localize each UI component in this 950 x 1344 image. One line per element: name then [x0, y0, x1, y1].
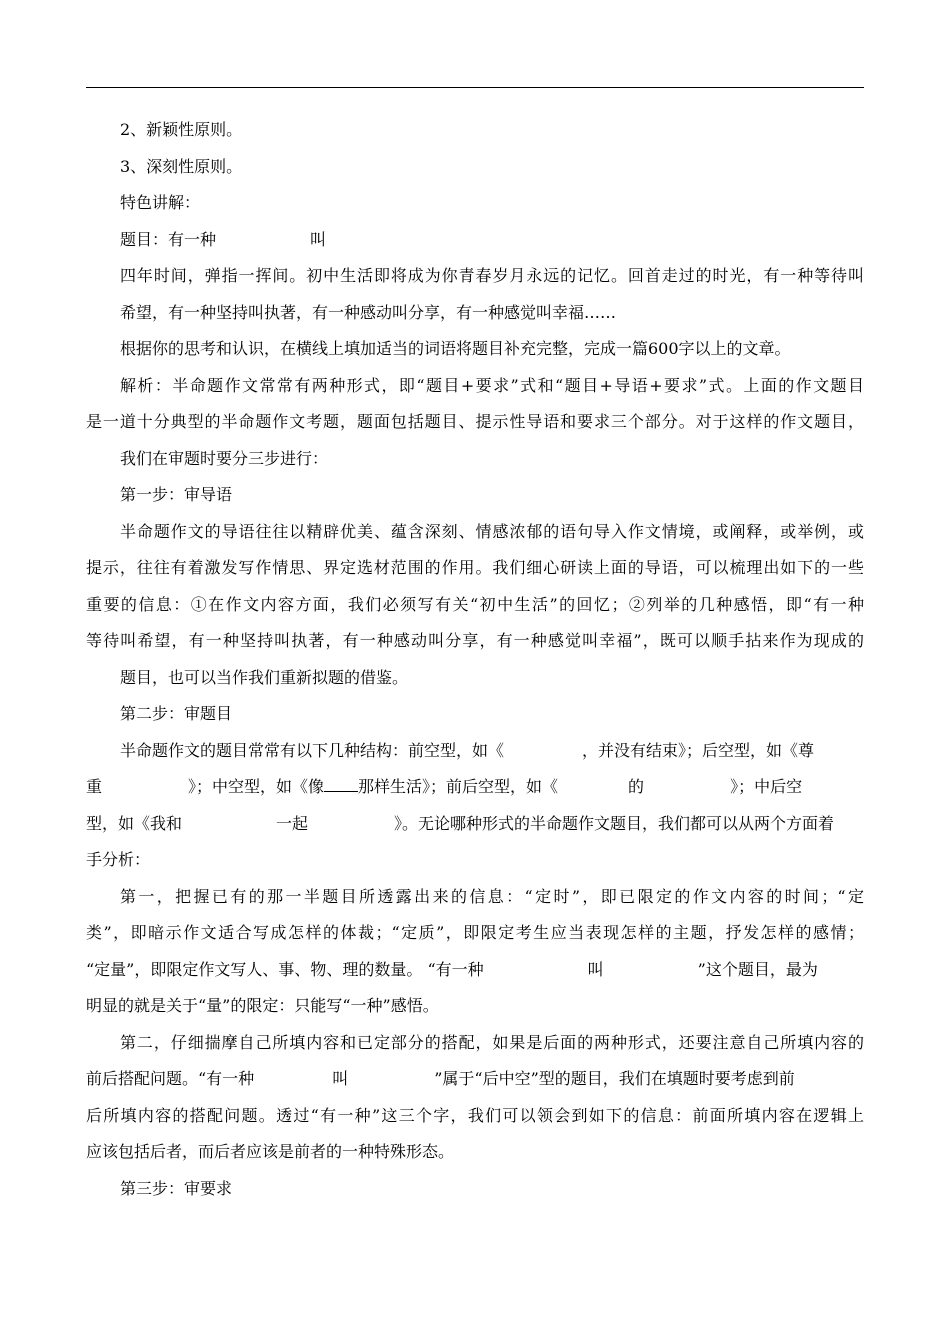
prompt-paragraph: 四年时间，弹指一挥间。初中生活即将成为你青春岁月永远的记忆。回首走过的时光，有一种等待叫 希望，有一种坚持叫执著，有一种感动叫分享，有一种感觉叫幸福…… — [120, 266, 864, 322]
header-rule — [86, 87, 864, 88]
feature-heading: 特色讲解： — [120, 193, 201, 212]
step-2-paragraph: 半命题作文的题目常常有以下几种结构：前空型，如《 ，并没有结束》；后空型，如《尊 重 》；中空型，如《像 那样生活》；前后空型，如《 的 》；中后空 型，如《我和 一起 》。无论哪种形式的半命题作文题目，我们都可以从两个方面着 手分析： — [86, 740, 835, 869]
step-1-paragraph: 半命题作文的导语往往以精辟优美、蕴含深刻、情感浓郁的语句导入作文情境，或阐释，或举例，或 提示，往往有着激发写作情思、界定选材范围的作用。我们细心研读上面的导语，可以梳理出如下的一些 重要的信息：①在作文内容方面，我们必须写有关“初中生活”的回忆；②列举的几种感悟，即“有一种 等待叫希望，有一种坚持叫执著，有一种感动叫分享，有一种感觉叫幸福”，既可以顺手拈来作为现成的 题目，也可以当作我们重新拟题的借鉴。 — [86, 521, 864, 687]
requirement-paragraph: 根据你的思考和认识，在横线上填加适当的词语将题目补充完整，完成一篇600字以上的文章。 — [120, 339, 791, 358]
principle-2: 2、新颖性原则。 — [120, 120, 243, 139]
step-2-heading: 第二步：审题目 — [120, 704, 233, 723]
essay-title: 题目：有一种 叫 — [120, 229, 327, 249]
first-point-paragraph: 第一，把握已有的那一半题目所透露出来的信息：“定时”，即已限定的作文内容的时间；“定 类”，即暗示作文适合写成怎样的体裁；“定质”，即限定考生应当表现怎样的主题，抒发怎样的感情； “定量”，即限定作文写人、事、物、理的数量。 “有一种 叫 ”这个题目，最为 明显的就是关于“量”的限定：只能写“一种”感悟。 — [86, 886, 864, 1015]
step-3-heading: 第三步：审要求 — [120, 1178, 233, 1198]
principle-3: 3、深刻性原则。 — [120, 156, 243, 176]
document-body — [86, 112, 864, 1207]
step-1-heading: 第一步：审导语 — [120, 485, 233, 504]
second-point-paragraph: 第二，仔细揣摩自己所填内容和已定部分的搭配，如果是后面的两种形式，还要注意自己所填内容的 前后搭配问题。“有一种 叫 ”属于“后中空”型的题目，我们在填题时要考虑到前 后所填内容的搭配问题。透过“有一种”这三个字，我们可以领会到如下的信息：前面所填内容在逻辑上 应该包括后者，而后者应该是前者的一种特殊形态。 — [86, 1032, 864, 1161]
analysis-paragraph: 解析：半命题作文常常有两种形式，即“题目+要求”式和“题目+导语+要求”式。上面的作文题目 是一道十分典型的半命题作文考题，题面包括题目、提示性导语和要求三个部分。对于这样的作文题目， 我们在审题时要分三步进行： — [86, 375, 864, 468]
